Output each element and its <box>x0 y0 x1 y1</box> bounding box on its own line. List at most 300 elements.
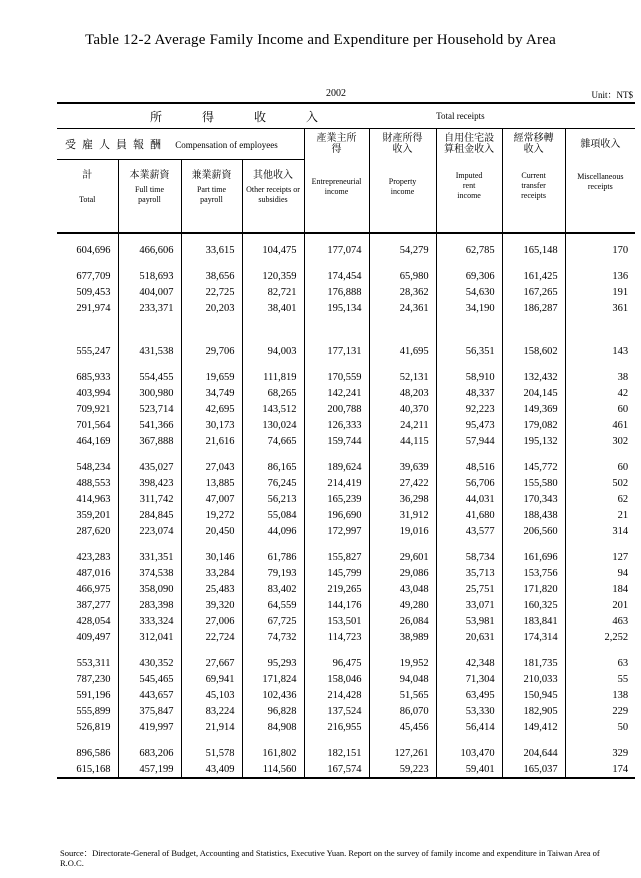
table-cell: 83,402 <box>242 581 304 597</box>
spacer-cell <box>369 539 436 549</box>
table-cell: 30,146 <box>181 549 242 565</box>
table-cell: 44,031 <box>436 491 502 507</box>
spacer-cell <box>502 735 565 745</box>
table-cell: 161,425 <box>502 268 565 284</box>
table-cell: 233,371 <box>118 300 181 316</box>
table-cell: 94,048 <box>369 671 436 687</box>
table-row <box>57 703 635 719</box>
table-row <box>57 343 635 359</box>
table-cell: 38,401 <box>242 300 304 316</box>
table-cell: 229 <box>565 703 635 719</box>
table-row <box>57 268 635 284</box>
table-cell: 40,370 <box>369 401 436 417</box>
table-cell: 195,132 <box>502 433 565 449</box>
table-cell: 33,284 <box>181 565 242 581</box>
table-cell: 102,436 <box>242 687 304 703</box>
table-cell: 555,247 <box>76 345 111 357</box>
table-row <box>57 401 635 417</box>
table-cell: 45,456 <box>369 719 436 735</box>
spacer-cell <box>502 645 565 655</box>
table-cell: 170,343 <box>502 491 565 507</box>
spacer-cell <box>57 233 118 242</box>
table-cell: 553,311 <box>76 657 111 669</box>
spacer-cell <box>565 359 635 369</box>
table-cell: 94 <box>565 565 635 581</box>
spacer-cell <box>181 645 242 655</box>
table-cell: 463 <box>565 613 635 629</box>
table-cell: 143,512 <box>242 401 304 417</box>
table-cell: 171,824 <box>242 671 304 687</box>
table-cell: 114,560 <box>242 761 304 778</box>
table-cell: 430,352 <box>118 655 181 671</box>
table-cell: 206,560 <box>502 523 565 539</box>
table-cell: 155,580 <box>502 475 565 491</box>
table-cell: 153,756 <box>502 565 565 581</box>
misc-header-zh: 雜項收入 <box>580 139 621 150</box>
table-cell: 210,033 <box>502 671 565 687</box>
page-title: Table 12-2 Average Family Income and Expenditure per Household by Area <box>85 32 556 48</box>
table-cell: 142,241 <box>304 385 369 401</box>
table-cell: 311,742 <box>118 491 181 507</box>
spacer-cell <box>181 449 242 459</box>
income-table <box>57 102 635 779</box>
table-cell: 431,538 <box>118 343 181 359</box>
table-row <box>57 745 635 761</box>
spacer-cell <box>181 258 242 268</box>
table-cell: 42 <box>565 385 635 401</box>
table-cell: 26,084 <box>369 613 436 629</box>
spacer-cell <box>242 735 304 745</box>
spacer-cell <box>118 539 181 549</box>
table-cell: 403,994 <box>76 387 111 399</box>
table-cell: 291,974 <box>76 302 111 314</box>
table-cell: 398,423 <box>118 475 181 491</box>
compensation-header-en: Compensation of employees <box>175 140 278 150</box>
table-cell: 54,279 <box>369 242 436 258</box>
table-cell: 44,115 <box>369 433 436 449</box>
table-cell: 219,265 <box>304 581 369 597</box>
table-cell: 287,620 <box>76 525 111 537</box>
table-cell: 201 <box>565 597 635 613</box>
spacer-cell <box>565 735 635 745</box>
spacer-cell <box>565 316 635 343</box>
spacer-cell <box>118 645 181 655</box>
table-cell: 62 <box>565 491 635 507</box>
table-cell: 184 <box>565 581 635 597</box>
spacer-cell <box>436 539 502 549</box>
spacer-cell <box>436 359 502 369</box>
table-cell: 195,134 <box>304 300 369 316</box>
table-cell: 39,320 <box>181 597 242 613</box>
spacer-cell <box>242 449 304 459</box>
table-cell: 186,287 <box>502 300 565 316</box>
table-cell: 331,351 <box>118 549 181 565</box>
table-cell: 57,944 <box>436 433 502 449</box>
table-cell: 63 <box>565 655 635 671</box>
table-cell: 56,351 <box>436 343 502 359</box>
table-cell: 67,725 <box>242 613 304 629</box>
table-cell: 68,265 <box>242 385 304 401</box>
spacer-cell <box>118 359 181 369</box>
table-row <box>57 433 635 449</box>
table-cell: 182,905 <box>502 703 565 719</box>
table-cell: 84,908 <box>242 719 304 735</box>
spacer-cell <box>181 233 242 242</box>
table-cell: 39,639 <box>369 459 436 475</box>
table-cell: 176,888 <box>304 284 369 300</box>
table-cell: 114,723 <box>304 629 369 645</box>
table-cell: 361 <box>565 300 635 316</box>
spacer-cell <box>57 449 118 459</box>
spacer-cell <box>181 735 242 745</box>
spacer-cell <box>57 316 118 343</box>
table-cell: 428,054 <box>76 615 111 627</box>
entrepreneurial-header <box>304 129 369 234</box>
row-spacer <box>57 316 635 343</box>
spacer-cell <box>436 645 502 655</box>
table-cell: 165,239 <box>304 491 369 507</box>
table-cell: 170,559 <box>304 369 369 385</box>
table-cell: 179,082 <box>502 417 565 433</box>
table-cell: 204,145 <box>502 385 565 401</box>
spacer-cell <box>502 449 565 459</box>
table-cell: 53,981 <box>436 613 502 629</box>
table-cell: 59,223 <box>369 761 436 778</box>
table-cell: 94,003 <box>242 343 304 359</box>
table-cell: 787,230 <box>76 673 111 685</box>
table-cell: 33,071 <box>436 597 502 613</box>
spacer-cell <box>369 258 436 268</box>
table-row <box>57 300 635 316</box>
table-cell: 457,199 <box>118 761 181 778</box>
imputed-rent-header-zh: 自用住宅設算租金收入 <box>444 133 495 155</box>
spacer-cell <box>118 316 181 343</box>
table-cell: 34,749 <box>181 385 242 401</box>
row-spacer <box>57 539 635 549</box>
table-cell: 153,501 <box>304 613 369 629</box>
table-cell: 181,735 <box>502 655 565 671</box>
spacer-cell <box>118 449 181 459</box>
spacer-cell <box>57 735 118 745</box>
table-cell: 60 <box>565 401 635 417</box>
table-cell: 42,695 <box>181 401 242 417</box>
year-label: 2002 <box>326 88 346 99</box>
table-cell: 130,024 <box>242 417 304 433</box>
row-spacer <box>57 735 635 745</box>
property-header-zh: 財產所得收入 <box>382 133 423 155</box>
table-row <box>57 284 635 300</box>
table-row <box>57 719 635 735</box>
table-cell: 48,337 <box>436 385 502 401</box>
table-cell: 414,963 <box>76 493 111 505</box>
unit-label: Unit：NT$ <box>591 90 633 100</box>
table-cell: 19,659 <box>181 369 242 385</box>
table-cell: 45,103 <box>181 687 242 703</box>
table-cell: 136 <box>565 268 635 284</box>
table-cell: 56,213 <box>242 491 304 507</box>
table-cell: 387,277 <box>76 599 111 611</box>
table-cell: 24,361 <box>369 300 436 316</box>
table-row <box>57 385 635 401</box>
table-cell: 103,470 <box>436 745 502 761</box>
spacer-cell <box>242 258 304 268</box>
table-cell: 35,713 <box>436 565 502 581</box>
table-cell: 58,910 <box>436 369 502 385</box>
spacer-cell <box>565 449 635 459</box>
table-cell: 423,283 <box>76 551 111 563</box>
table-cell: 69,941 <box>181 671 242 687</box>
receipts-header-zh: 所得收入 <box>57 103 436 129</box>
property-header <box>369 129 436 234</box>
table-cell: 435,027 <box>118 459 181 475</box>
spacer-cell <box>118 258 181 268</box>
table-cell: 24,211 <box>369 417 436 433</box>
table-cell: 149,412 <box>502 719 565 735</box>
table-row <box>57 687 635 703</box>
table-cell: 95,473 <box>436 417 502 433</box>
table-row <box>57 655 635 671</box>
table-cell: 27,422 <box>369 475 436 491</box>
table-row <box>57 242 635 258</box>
table-cell: 21,616 <box>181 433 242 449</box>
misc-header-en: Miscellaneous receipts <box>577 172 624 191</box>
spacer-cell <box>242 539 304 549</box>
spacer-cell <box>304 645 369 655</box>
transfer-header-zh: 經常移轉收入 <box>513 133 554 155</box>
table-cell: 161,802 <box>242 745 304 761</box>
table-cell: 487,016 <box>76 567 111 579</box>
table-cell: 27,043 <box>181 459 242 475</box>
table-cell: 27,667 <box>181 655 242 671</box>
table-cell: 53,330 <box>436 703 502 719</box>
table-cell: 54,630 <box>436 284 502 300</box>
table-row <box>57 507 635 523</box>
table-cell: 518,693 <box>118 268 181 284</box>
table-cell: 52,131 <box>369 369 436 385</box>
compensation-header <box>57 129 304 160</box>
table-cell: 49,280 <box>369 597 436 613</box>
spacer-cell <box>502 359 565 369</box>
table-cell: 145,772 <box>502 459 565 475</box>
table-cell: 41,680 <box>436 507 502 523</box>
table-cell: 167,574 <box>304 761 369 778</box>
table-row <box>57 629 635 645</box>
table-cell: 20,203 <box>181 300 242 316</box>
table-cell: 86,070 <box>369 703 436 719</box>
table-cell: 61,786 <box>242 549 304 565</box>
table-cell: 29,706 <box>181 343 242 359</box>
table-cell: 177,074 <box>304 242 369 258</box>
table-cell: 158,602 <box>502 343 565 359</box>
spacer-cell <box>436 233 502 242</box>
table-cell: 22,724 <box>181 629 242 645</box>
table-cell: 464,169 <box>76 435 111 447</box>
spacer-cell <box>565 645 635 655</box>
spacer-cell <box>304 233 369 242</box>
table-cell: 685,933 <box>76 371 111 383</box>
table-cell: 145,799 <box>304 565 369 581</box>
table-cell: 56,414 <box>436 719 502 735</box>
table-cell: 158,046 <box>304 671 369 687</box>
spacer-cell <box>242 645 304 655</box>
table-cell: 284,845 <box>118 507 181 523</box>
table-cell: 196,690 <box>304 507 369 523</box>
spacer-cell <box>369 449 436 459</box>
spacer-cell <box>242 233 304 242</box>
table-cell: 188,438 <box>502 507 565 523</box>
table-cell: 104,475 <box>242 242 304 258</box>
table-cell: 896,586 <box>76 747 111 759</box>
row-spacer <box>57 258 635 268</box>
part-time-header <box>181 160 242 234</box>
spacer-cell <box>502 316 565 343</box>
table-cell: 171,820 <box>502 581 565 597</box>
row-spacer <box>57 449 635 459</box>
spacer-cell <box>369 359 436 369</box>
spacer-cell <box>118 233 181 242</box>
table-cell: 19,272 <box>181 507 242 523</box>
table-cell: 38,656 <box>181 268 242 284</box>
table-cell: 43,048 <box>369 581 436 597</box>
row-spacer <box>57 359 635 369</box>
table-cell: 60 <box>565 459 635 475</box>
table-cell: 404,007 <box>118 284 181 300</box>
table-cell: 126,333 <box>304 417 369 433</box>
spacer-cell <box>304 735 369 745</box>
table-cell: 160,325 <box>502 597 565 613</box>
table-cell: 137,524 <box>304 703 369 719</box>
table-row <box>57 523 635 539</box>
spacer-cell <box>369 316 436 343</box>
table-cell: 55 <box>565 671 635 687</box>
table-cell: 120,359 <box>242 268 304 284</box>
other-receipts-header <box>242 160 304 234</box>
spacer-cell <box>436 735 502 745</box>
table-row <box>57 417 635 433</box>
spacer-cell <box>57 645 118 655</box>
table-cell: 51,565 <box>369 687 436 703</box>
table-cell: 38 <box>565 369 635 385</box>
table-cell: 358,090 <box>118 581 181 597</box>
table-cell: 165,037 <box>502 761 565 778</box>
table-cell: 95,293 <box>242 655 304 671</box>
table-cell: 150,945 <box>502 687 565 703</box>
table-cell: 44,096 <box>242 523 304 539</box>
table-row <box>57 761 635 778</box>
table-cell: 2,252 <box>565 629 635 645</box>
table-cell: 174 <box>565 761 635 778</box>
spacer-cell <box>118 735 181 745</box>
table-cell: 43,577 <box>436 523 502 539</box>
table-cell: 615,168 <box>57 761 118 778</box>
table-cell: 62,785 <box>436 242 502 258</box>
table-cell: 21,914 <box>181 719 242 735</box>
spacer-cell <box>565 258 635 268</box>
spacer-cell <box>57 258 118 268</box>
transfer-header <box>502 129 565 234</box>
table-cell: 20,450 <box>181 523 242 539</box>
row-spacer <box>57 233 635 242</box>
table-cell: 191 <box>565 284 635 300</box>
table-cell: 545,465 <box>118 671 181 687</box>
table-cell: 300,980 <box>118 385 181 401</box>
imputed-rent-header <box>436 129 502 234</box>
spacer-cell <box>436 258 502 268</box>
table-cell: 312,041 <box>118 629 181 645</box>
spacer-cell <box>502 233 565 242</box>
table-cell: 59,401 <box>436 761 502 778</box>
other-receipts-header-zh: 其他收入 <box>253 170 293 181</box>
spacer-cell <box>181 316 242 343</box>
table-cell: 82,721 <box>242 284 304 300</box>
full-time-header <box>118 160 181 234</box>
full-time-header-zh: 本業薪資 <box>129 170 170 181</box>
table-cell: 55,084 <box>242 507 304 523</box>
table-cell: 541,366 <box>118 417 181 433</box>
source-note: Source：Directorate-General of Budget, Accounting and Statistics, Executive Yuan. Report on the survey of family income and expenditure in Taiwan Area of R.O.C. <box>60 848 600 868</box>
spacer-cell <box>304 316 369 343</box>
entrepreneurial-header-zh: 產業主所得 <box>316 133 357 155</box>
table-cell: 409,497 <box>76 631 111 643</box>
table-cell: 34,190 <box>436 300 502 316</box>
table-cell: 56,706 <box>436 475 502 491</box>
table-cell: 63,495 <box>436 687 502 703</box>
table-cell: 183,841 <box>502 613 565 629</box>
table-cell: 216,955 <box>304 719 369 735</box>
table-cell: 701,564 <box>76 419 111 431</box>
table-cell: 19,016 <box>369 523 436 539</box>
table-cell: 96,828 <box>242 703 304 719</box>
spacer-cell <box>502 258 565 268</box>
spacer-cell <box>502 539 565 549</box>
table-cell: 172,997 <box>304 523 369 539</box>
table-cell: 555,899 <box>76 705 111 717</box>
table-cell: 28,362 <box>369 284 436 300</box>
part-time-header-zh: 兼業薪資 <box>191 170 232 181</box>
table-cell: 591,196 <box>76 689 111 701</box>
table-cell: 182,151 <box>304 745 369 761</box>
spacer-cell <box>436 449 502 459</box>
table-cell: 31,912 <box>369 507 436 523</box>
table-cell: 127,261 <box>369 745 436 761</box>
table-cell: 33,615 <box>181 242 242 258</box>
table-cell: 159,744 <box>304 433 369 449</box>
table-cell: 333,324 <box>118 613 181 629</box>
spacer-cell <box>304 258 369 268</box>
table-cell: 709,921 <box>76 403 111 415</box>
table-row <box>57 581 635 597</box>
table-row <box>57 565 635 581</box>
table-cell: 502 <box>565 475 635 491</box>
table-cell: 223,074 <box>118 523 181 539</box>
table-cell: 214,419 <box>304 475 369 491</box>
table-cell: 488,553 <box>76 477 111 489</box>
table-cell: 359,201 <box>76 509 111 521</box>
table-cell: 466,975 <box>76 583 111 595</box>
spacer-cell <box>369 233 436 242</box>
total-header <box>57 160 118 234</box>
spacer-cell <box>304 359 369 369</box>
table-cell: 189,624 <box>304 459 369 475</box>
table-cell: 367,888 <box>118 433 181 449</box>
table-cell: 174,314 <box>502 629 565 645</box>
table-row <box>57 459 635 475</box>
spacer-cell <box>242 359 304 369</box>
table-cell: 466,606 <box>118 242 181 258</box>
table-cell: 132,432 <box>502 369 565 385</box>
table-cell: 92,223 <box>436 401 502 417</box>
spacer-cell <box>565 233 635 242</box>
